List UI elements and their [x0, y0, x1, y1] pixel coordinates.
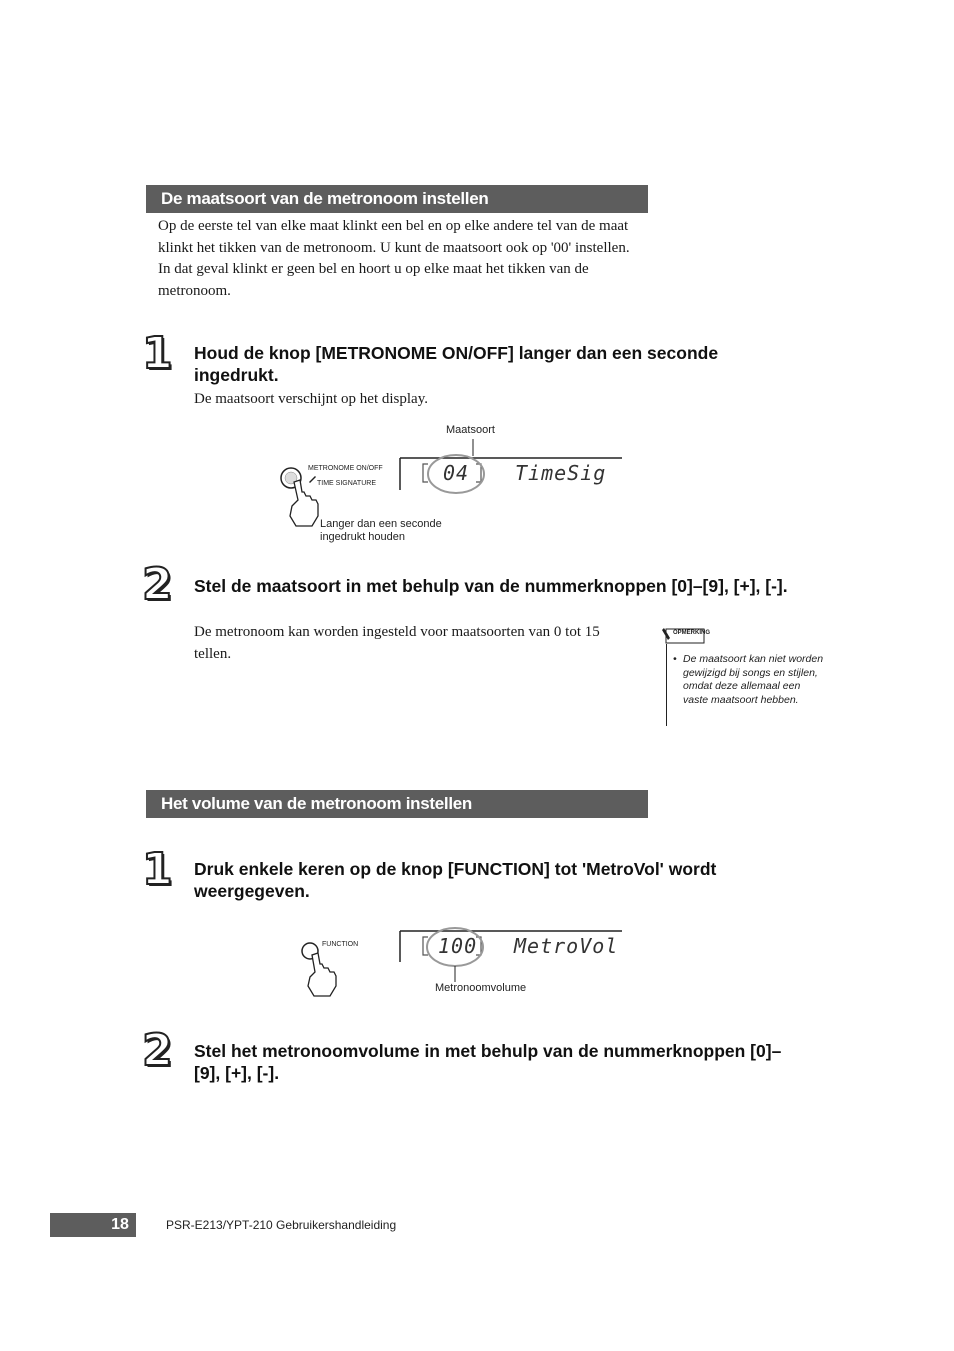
button-label-metronome: METRONOME ON/OFF: [308, 465, 383, 472]
hand-pointer-icon: [308, 953, 336, 996]
lcd-text: TimeSig: [515, 461, 607, 485]
section-intro-text: Op de eerste tel van elke maat klinkt een bel en op elke andere tel van de maat klinkt het tikken van de metronoom. U kunt de maatsoort ook op '00' instellen. In dat geval klinkt er geen bel en hoort u op elke maat het tikken van de metronoom.: [158, 218, 630, 299]
lcd-text: MetroVol: [514, 934, 619, 958]
note-label-icon: [662, 626, 706, 646]
callout-maatsoort: Maatsoort: [446, 424, 495, 436]
step-title: Stel het metronoomvolume in met behulp van de nummerknoppen [0]–[9], [+], [-].: [194, 1041, 782, 1083]
step-body-text: De metronoom kan worden ingesteld voor maatsoorten van 0 tot 15 tellen.: [194, 624, 600, 662]
callout-metronoomvolume: Metronoomvolume: [435, 982, 527, 994]
step-title: Druk enkele keren op de knop [FUNCTION] tot 'MetroVol' wordt weergegeven.: [194, 859, 717, 901]
button-label-time-signature: TIME SIGNATURE: [317, 480, 376, 487]
callout-hold-line2: ingedrukt houden: [320, 531, 406, 543]
callout-hold-line1: Langer dan een seconde: [320, 518, 442, 530]
button-label-function: FUNCTION: [322, 941, 359, 948]
note-rule: [666, 644, 667, 726]
note-text: De maatsoort kan niet worden gewijzigd bij songs en stijlen, omdat deze allemaal een vaste maatsoort hebben.: [683, 653, 824, 706]
lcd-value: 100: [438, 934, 478, 958]
step-number: 2: [142, 559, 173, 610]
step-title: Stel de maatsoort in met behulp van de nummerknoppen [0]–[9], [+], [-].: [194, 576, 788, 596]
note-bullet: •: [673, 653, 677, 665]
step-title: Houd de knop [METRONOME ON/OFF] langer dan een seconde ingedrukt.: [194, 343, 719, 385]
pen-icon: [309, 476, 316, 483]
page-number: 18: [111, 1216, 129, 1233]
function-display-diagram: [290, 920, 650, 1010]
step-number: 1: [142, 328, 173, 379]
section-heading-time-signature: De maatsoort van de metronoom instellen: [146, 185, 648, 213]
step-body-text: De maatsoort verschijnt op het display.: [194, 391, 428, 407]
metronome-display-diagram: [270, 420, 670, 550]
step-number: 2: [142, 1025, 173, 1076]
footer-manual-title: PSR-E213/YPT-210 Gebruikershandleiding: [166, 1218, 397, 1232]
lcd-value: 04: [443, 461, 470, 485]
step-number: 1: [142, 844, 173, 895]
note-label: OPMERKING: [673, 630, 711, 636]
section-heading-volume: Het volume van de metronoom instellen: [146, 790, 648, 818]
note-box: [666, 626, 826, 726]
